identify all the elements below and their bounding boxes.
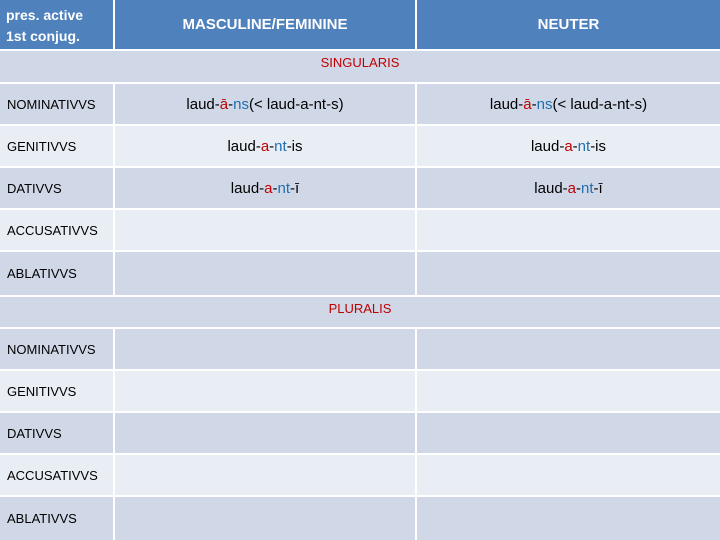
form-segment: (< laud-a-nt-s) — [552, 95, 648, 113]
neuter-form-cell — [417, 329, 720, 369]
form-segment: laud- — [227, 137, 261, 155]
case-label: GENITIVVS — [0, 371, 113, 411]
form-segment: -ī — [290, 179, 300, 197]
table-corner-label: pres. active 1st conjug. — [0, 0, 113, 49]
neuter-form-cell — [417, 371, 720, 411]
case-label: GENITIVVS — [0, 126, 113, 166]
form-segment: ns — [233, 95, 249, 113]
form-segment: nt — [274, 137, 287, 155]
form-segment: - — [572, 137, 578, 155]
form-segment: laud- — [530, 137, 565, 155]
neuter-form-cell — [417, 413, 720, 453]
case-label: NOMINATIVVS — [0, 84, 113, 124]
form-segment: ns — [536, 95, 553, 113]
form-segment: a — [564, 137, 573, 155]
form-segment: a — [260, 137, 270, 155]
form-segment: nt — [581, 179, 594, 197]
masc-fem-form-cell — [115, 84, 415, 124]
form-segment: laud- — [186, 95, 220, 113]
neuter-form-cell — [417, 252, 720, 295]
form-segment: -ī — [593, 179, 603, 197]
masc-fem-form-cell — [115, 168, 415, 208]
masc-fem-form-cell — [115, 126, 415, 166]
form-segment: laud- — [534, 179, 568, 197]
neuter-form-cell — [417, 168, 720, 208]
masc-fem-form-cell — [115, 413, 415, 453]
form-segment: - — [269, 137, 275, 155]
form-segment: laud- — [489, 95, 524, 113]
masc-fem-form-cell — [115, 497, 415, 540]
form-segment: - — [531, 95, 537, 113]
case-label: DATIVVS — [0, 413, 113, 453]
neuter-form-cell — [417, 497, 720, 540]
neuter-form-cell — [417, 84, 720, 124]
form-segment: ā — [219, 95, 229, 113]
form-segment: a — [264, 179, 273, 197]
plural-section-label: PLURALIS — [0, 297, 720, 327]
singular-section-label: SINGULARIS — [0, 51, 720, 82]
masc-fem-form-cell — [115, 210, 415, 250]
form-segment: - — [228, 95, 234, 113]
column-header-neuter: NEUTER — [417, 0, 720, 49]
neuter-form-cell — [417, 455, 720, 495]
case-label: ACCUSATIVVS — [0, 210, 113, 250]
form-segment: -is — [286, 137, 303, 155]
form-segment: ā — [523, 95, 532, 113]
masc-fem-form-cell — [115, 329, 415, 369]
case-label: ABLATIVVS — [0, 497, 113, 540]
case-label: NOMINATIVVS — [0, 329, 113, 369]
form-segment: nt — [277, 179, 291, 197]
masc-fem-form-cell — [115, 371, 415, 411]
masc-fem-form-cell — [115, 455, 415, 495]
form-segment: -is — [590, 137, 607, 155]
case-label: ABLATIVVS — [0, 252, 113, 295]
form-segment: nt — [577, 137, 591, 155]
form-segment: laud- — [230, 179, 265, 197]
case-label: DATIVVS — [0, 168, 113, 208]
form-segment: a — [567, 179, 576, 197]
form-segment: (< laud-a-nt-s) — [248, 95, 344, 113]
neuter-form-cell — [417, 126, 720, 166]
case-label: ACCUSATIVVS — [0, 455, 113, 495]
column-header-masc-fem: MASCULINE/FEMININE — [115, 0, 415, 49]
form-segment: - — [272, 179, 278, 197]
masc-fem-form-cell — [115, 252, 415, 295]
form-segment: - — [576, 179, 581, 197]
neuter-form-cell — [417, 210, 720, 250]
